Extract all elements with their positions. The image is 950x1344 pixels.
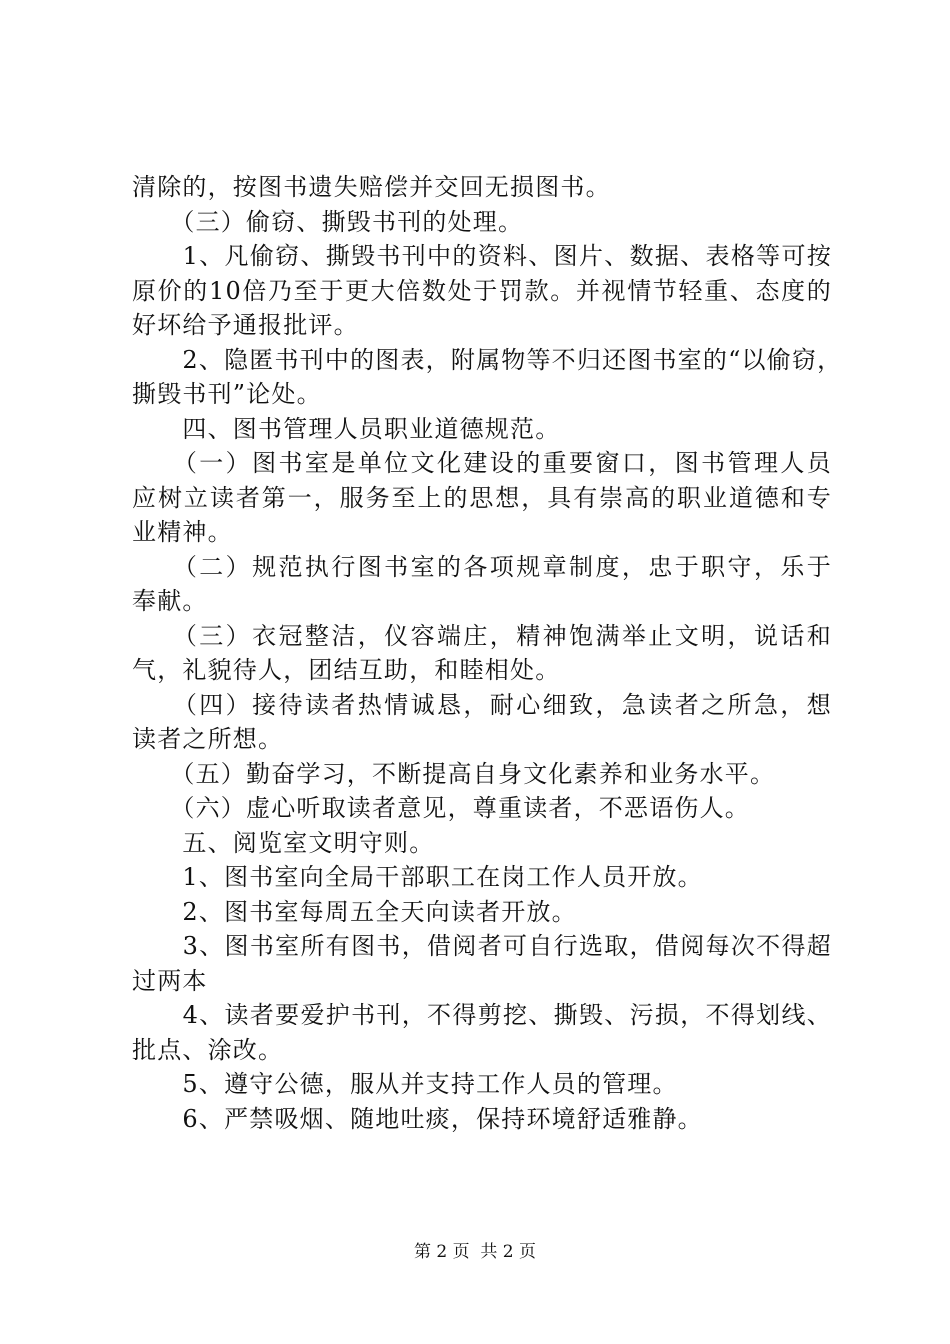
text-line: 气，礼貌待人，团结互助，和睦相处。	[132, 656, 561, 684]
text-line: （六）虚心听取读者意见，尊重读者，不恶语伤人。	[132, 794, 750, 822]
text-line: （二）规范执行图书室的各项规章制度，忠于职守，乐于	[132, 552, 832, 581]
text-line: （一）图书室是单位文化建设的重要窗口，图书管理人员	[132, 449, 832, 477]
text-line: 批点、涂改。	[132, 1035, 284, 1064]
text-line: 好坏给予通报批评。	[132, 311, 359, 339]
text-line: 2、隐匿书刊中的图表，附属物等不归还图书室的“以偷窃，	[132, 345, 843, 374]
text-line: 过两本	[132, 966, 208, 995]
section-heading: 四、图书管理人员职业道德规范。	[132, 414, 561, 443]
text-line: （五）勤奋学习，不断提高自身文化素养和业务水平。	[132, 759, 776, 788]
text-line: 业精神。	[132, 518, 233, 546]
page-number-footer: 第 2 页 共 2 页	[413, 1242, 537, 1262]
text-line: 4、读者要爱护书刊，不得剪挖、撕毁、污损，不得划线、	[132, 1001, 832, 1029]
text-line: （四）接待读者热情诚恳，耐心细致，急读者之所急，想	[132, 690, 832, 719]
text-line: 应树立读者第一，服务至上的思想，具有崇高的职业道德和专	[132, 483, 832, 512]
text-line: 2、图书室每周五全天向读者开放。	[132, 897, 577, 926]
section-heading: 五、阅览室文明守则。	[132, 828, 435, 857]
text-line: 原价的10倍乃至于更大倍数处于罚款。并视情节轻重、态度的	[132, 276, 832, 305]
document-body	[132, 170, 843, 1136]
text-line: 6、严禁吸烟、随地吐痰，保持环境舒适雅静。	[132, 1104, 703, 1133]
text-line: 奉献。	[132, 587, 208, 615]
text-line: 1、图书室向全局干部职工在岗工作人员开放。	[132, 863, 703, 891]
text-line: 3、图书室所有图书，借阅者可自行选取，借阅每次不得超	[132, 932, 832, 960]
text-line: 清除的，按图书遗失赔偿并交回无损图书。	[132, 173, 611, 201]
text-line: 撕毁书刊”论处。	[132, 380, 322, 408]
text-line: 5、遵守公德，服从并支持工作人员的管理。	[132, 1070, 678, 1098]
text-line: 1、凡偷窃、撕毁书刊中的资料、图片、数据、表格等可按	[132, 242, 832, 270]
text-line: 读者之所想。	[132, 725, 284, 753]
section-heading: （三）偷窃、撕毁书刊的处理。	[132, 207, 524, 236]
text-line: （三）衣冠整洁，仪容端庄，精神饱满举止文明，说话和	[132, 621, 832, 650]
